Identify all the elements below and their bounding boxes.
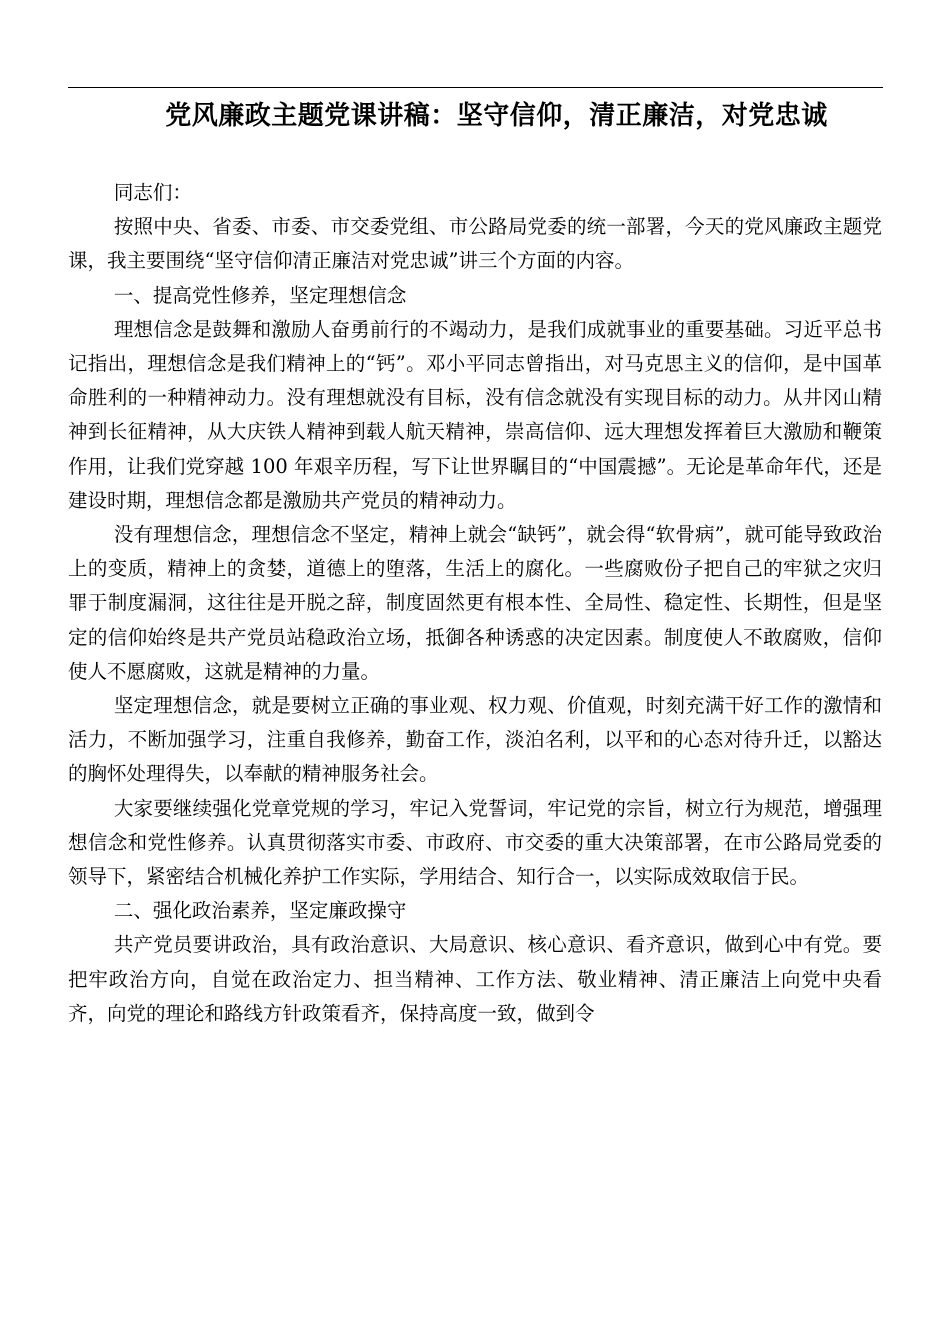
document-title: 党风廉政主题党课讲稿：坚守信仰，清正廉洁，对党忠诚 <box>165 101 828 131</box>
header-rule <box>68 87 883 88</box>
body-paragraph: 没有理想信念，理想信念不坚定，精神上就会“缺钙”，就会得“软骨病”，就可能导致政治上的变质，精神上的贪婪，道德上的堕落，生活上的腐化。一些腐败份子把自己的牢狱之灾归罪于制度漏洞，这往往是开脱之辞，制度固然更有根本性、全局性、稳定性、长期性，但是坚定的信仰始终是共产党员站稳政治立场，抵御各种诱惑的决定因素。制度使人不敢腐败，信仰使人不愿腐败，这就是精神的力量。 <box>68 523 882 683</box>
salutation: 同志们： <box>113 181 192 204</box>
body-paragraph: 坚定理想信念，就是要树立正确的事业观、权力观、价值观，时刻充满干好工作的激情和活力，不断加强学习，注重自我修养，勤奋工作，淡泊名利，以平和的心态对待升迁，以豁达的胸怀处理得失，以奉献的精神服务社会。 <box>68 694 882 786</box>
body-paragraph: 共产党员要讲政治，具有政治意识、大局意识、核心意识、看齐意识，做到心中有党。要把牢政治方向，自觉在政治定力、担当精神、工作方法、敬业精神、清正廉洁上向党中央看齐，向党的理论和路线方针政策看齐，保持高度一致，做到令 <box>68 933 882 1025</box>
body-paragraph: 理想信念是鼓舞和激励人奋勇前行的不竭动力，是我们成就事业的重要基础。习近平总书记指出，理想信念是我们精神上的“钙”。邓小平同志曾指出，对马克思主义的信仰，是中国革命胜利的一种精神动力。没有理想就没有目标，没有信念就没有实现目标的动力。从井冈山精神到长征精神，从大庆铁人精神到载人航天精神，崇高信仰、远大理想发挥着巨大激励和鞭策作用，让我们党穿越 100 年艰辛历程，写下让世界瞩目的“中国震撼”。无论是革命年代，还是建设时期，理想信念都是激励共产党员的精神动力。 <box>68 317 882 512</box>
section-heading-2: 二、强化政治素养，坚定廉政操守 <box>113 899 407 923</box>
intro-paragraph: 按照中央、省委、市委、市交委党组、市公路局党委的统一部署，今天的党风廉政主题党课，我主要围绕“坚守信仰清正廉洁对党忠诚”讲三个方面的内容。 <box>68 215 882 273</box>
document-body <box>68 176 882 1031</box>
section-heading-1: 一、提高党性修养，坚定理想信念 <box>113 283 407 307</box>
body-paragraph: 大家要继续强化党章党规的学习，牢记入党誓词，牢记党的宗旨，树立行为规范，增强理想信念和党性修养。认真贯彻落实市委、市政府、市交委的重大决策部署，在市公路局党委的领导下，紧密结合机械化养护工作实际，学用结合、知行合一，以实际成效取信于民。 <box>68 796 882 889</box>
